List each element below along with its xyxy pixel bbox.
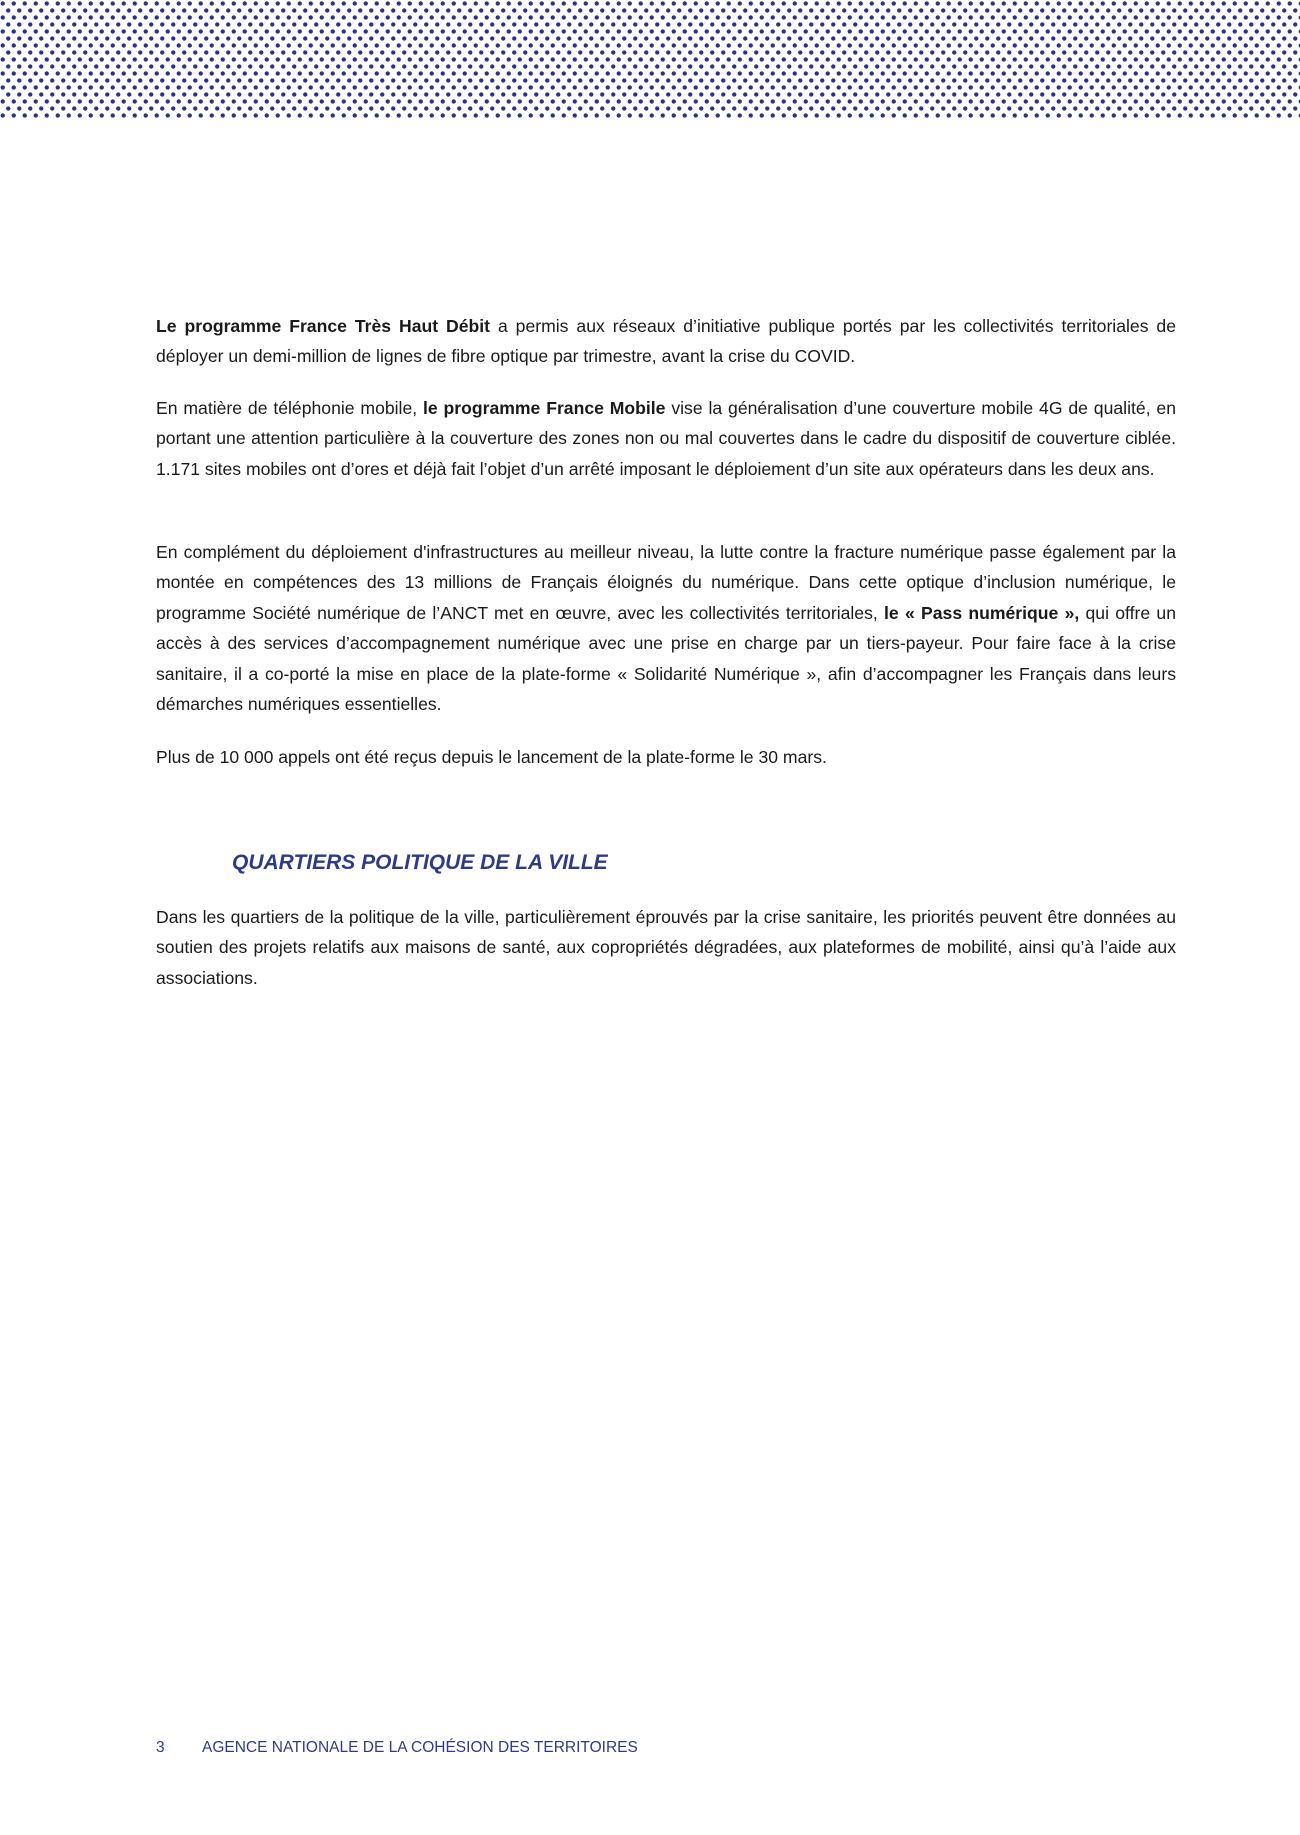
section-heading: QUARTIERS POLITIQUE DE LA VILLE: [232, 851, 608, 874]
paragraph-text: qui offre un accès à des services d’accompagnement numérique avec une prise en charge par un tiers-payeur. Pour faire face à la crise sanitaire, il a co-porté la mise en place de la plate-forme « Solidarité Numérique », afin d’accompagner les Français dans leurs démarches numériques essentielles.: [156, 602, 1176, 715]
paragraph-quartiers: Dans les quartiers de la politique de la ville, particulièrement éprouvés par la crise sanitaire, les priorités peuvent être données au soutien des projets relatifs aux maisons de santé, aux copropriétés dégradées, aux plateformes de mobilité, ainsi qu’à l’aide aux associations.: [156, 907, 1176, 988]
paragraph-text: En matière de téléphonie mobile,: [156, 398, 423, 418]
paragraph-text: a permis aux réseaux d’initiative publique portés par les collectivités territoriales de déployer un demi-million de lignes de fibre optique par trimestre, avant la crise du COVID.: [156, 316, 1177, 367]
paragraph-france-tres-haut-debit: [156, 311, 1176, 372]
paragraph-text: En complément du déploiement d'infrastructures au meilleur niveau, la lutte contre la fracture numérique passe également par la montée en compétences des 13 millions de Français éloignés du numérique. Dans cette optique d’inclusion numérique, le programme Société numérique de l’ANCT met en œuvre, avec les collectivités territoriales,: [156, 542, 1176, 623]
paragraph-appels: Plus de 10 000 appels ont été reçus depuis le lancement de la plate-forme le 30 mars.: [156, 747, 827, 767]
paragraph-text: vise la généralisation d’une couverture mobile 4G de qualité, en portant une attention particulière à la couverture des zones non ou mal couvertes dans le cadre du dispositif de couverture ciblée. 1.171 sites mobiles ont d’ores et déjà fait l’objet d’un arrêté imposant le déploiement d’un site aux opérateurs dans les deux ans.: [156, 398, 1176, 479]
page-number: 3: [156, 1739, 165, 1756]
paragraph-pass-numerique: [156, 537, 1176, 719]
paragraph-france-mobile: [156, 393, 1176, 484]
bold-lead: Le programme France Très Haut Débit: [156, 316, 491, 336]
bold-lead: le « Pass numérique »,: [884, 602, 1080, 623]
bold-lead: le programme France Mobile: [423, 398, 666, 418]
dot-pattern-header: [0, 0, 1300, 118]
footer-organization: AGENCE NATIONALE DE LA COHÉSION DES TERRITOIRES: [202, 1739, 638, 1756]
